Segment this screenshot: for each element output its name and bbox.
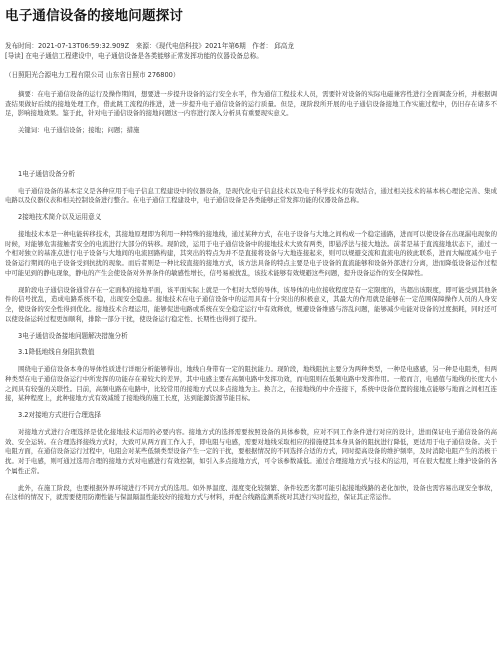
section-heading-1: 1电子通信设备分析 [18, 169, 75, 178]
keywords-paragraph: 关键词：电子通信设备；接地；问题；措施 [18, 126, 140, 135]
section-heading-3: 3电子通信设备接地问题解决措施分析 [18, 331, 128, 340]
section-1-paragraph: 电子通信设备的基本定义是各种应用于电子信息工程建设中的仪器设备，是现代化电子信息技术以及电子科学技术的有效结合，通过相关技术的基本核心理论完善、集成电路以及仪器仪表和相关控制设备进行整合。在电子通信工程建设中，电子通信设备是各类能够正常发挥功能的仪器设备总称。 [5, 186, 497, 205]
article-meta [5, 42, 497, 61]
article-lead: [导读] 在电子通信工程建设中，电子通信设备是各类能够正常发挥功能的仪器设备总称。 [5, 51, 263, 60]
subsection-heading-3-1: 3.1降低地线自身阻抗数值 [18, 348, 95, 357]
subsection-3-1-paragraph: 围绕电子通信设备本身的导体性质进行详细分析能够得出，地线自身带有一定的阻抗能力。现阶段，地线阻抗主要分为两种类型，一种是电感感，另一种是电阻类，但两种类型在电子通信设备运行中所发挥的功能存在着较大的差异，其中电感主要在高频电路中发挥功效，而电阻则在低频电路中发挥作用。一般而言，电感值与地线的长度大小之间具有较强的关联性。目前，高频电路在电路中，比较常用的接地方式以多点接地为主。换言之，在接地线的中介连接下，系统中设备位置的接地点能够与地面之间相互连接，某种程度上，此种接地方式有效减缓了接地线的施工长度，达到能源资源节能目标。 [5, 365, 497, 403]
section-2-paragraph-2: 现阶段电子通信设备通常存在一定面积的接地平面，该平面实际上就是一个相对大型的导体，该导体的电位接收程度是有一定限度的，当超出该限度，即可能受到其他条件的信号扰乱，造成电路系统不稳，出现安全隐患。接地技术在电子通信设备中的运用具有十分突出的积极意义，其最大的作用就是能够在一定范围保障操作人员的人身安全，使设备的安全性得到优化。接地技术合理运用，能够促进电路或系统在安全稳定运行中有效释放，规避设备维感与溶乱问题，能够减少电能对设备的过度损耗，同时还可以使设备运转过程更加顺利，排除一部分干扰，使设备运行稳定性、长期性也得到了提升。 [5, 285, 497, 323]
publish-info: 发布时间：2021-07-13T06:59:32.909Z 来源：《现代电信科技》2021年第6期 作者： 邱高龙 [5, 42, 294, 50]
section-heading-2: 2接地技术简介以及运用意义 [18, 213, 102, 222]
author-affiliation: （日照阳光合源电力工程有限公司 山东省日照市 276800） [5, 71, 180, 80]
subsection-heading-3-2: 3.2对接地方式进行合理选择 [18, 411, 102, 420]
section-2-paragraph-1: 接地技术本是一种电能转移技术，其接地原理即为利用一种特殊的接地线，通过某种方式，在电子设备与大地之间构成一个稳定通路，进而可以使设备在出现漏电现象的时候，对能够危害接触者安全的电流进行大部分的转移。现阶段，运用于电子通信设备中的接地技术大致有两类，即悬浮法与接大地法。前者是基于直流接地状态下，通过一个相对独立的基准点进行电子设备与大地间的电流回路构建，其突出的特点为并不是直接将设备与大地连接起来，则可以规避交流和直流电的彼此联系，进而大幅度减少电子设备运行期间的电子设备受到抗扰的现象。而后者则是一种比较直接的接地方式，该方法具备的特点主要是电子设备的直流能够和设备外部进行分离，进而降低设备运作过程中可能见到的静电现象，静电的产生会使设备对外界条件的敏感性增长，信号易被扰乱，该技术能够有效规避这些问题，提升设备运作的安全保障性。 [5, 229, 497, 277]
article-title: 电子通信设备的接地问题探讨 [5, 8, 184, 24]
subsection-3-2-paragraph-2: 此外，在施工阶段，也要根据外界环境进行不同方式的选用。如外界温度、湿度变化较频繁、条件较恶劣都可能引起接地线路的老化加快，设备也需容易出现安全事故，在这样的情况下，就需要使用防潮性能与保温隔温性能较好的接地方式与材料，并配合线路监测系统对其进行实时监控，保证其正常运作。 [5, 483, 497, 502]
abstract-paragraph: 摘要：在电子通信设备的运行及操作期间，想要进一步提升设备的运行安全水平，作为通信工程技术人员，需要针对设备的实际电磁兼容性进行全面调查分析，并根据调查结果做好后续的接地处理工作，借此跳工流程的推进，进一步提升电子通信设备的运行质量。但是，现阶段所开展的电子通信设备接地工作实施过程中，仍旧存在诸多不足，影响接地效果。鉴于此，针对电子通信设备的接地问题这一内容进行深入分析具有重要现实意义。 [5, 89, 497, 118]
subsection-3-2-paragraph-1: 对接地方式进行合理选择是优化接地技术运用的必要内容。接地方式的选择需要按照设备的具体参数，应对不同工作条件进行对应的设计，进而保证电子通信设备的高效、安全运转。在合理选择接线方式时，大致可从两方面工作入手，即电阻与电感，需要对地线采取相应的措施使其本身具备的阻抗进行降低，更适用于电子通信设备。关于电阻方面，在通信设备运行过程中，电阻会对某些低频类型设备产生一定的干扰，要根据情况的不同选择合适的方式，同时提高设备的维护频率，及时消除电阻产生的消极干扰。对于电感，则可通过选用合理的接地方式对电感进行有效控制，如引入多点接地方式，可令该参数减低。通过合理接地方式与技术的运用，可在很大程度上维护设备的各个属性正常。 [5, 427, 497, 475]
